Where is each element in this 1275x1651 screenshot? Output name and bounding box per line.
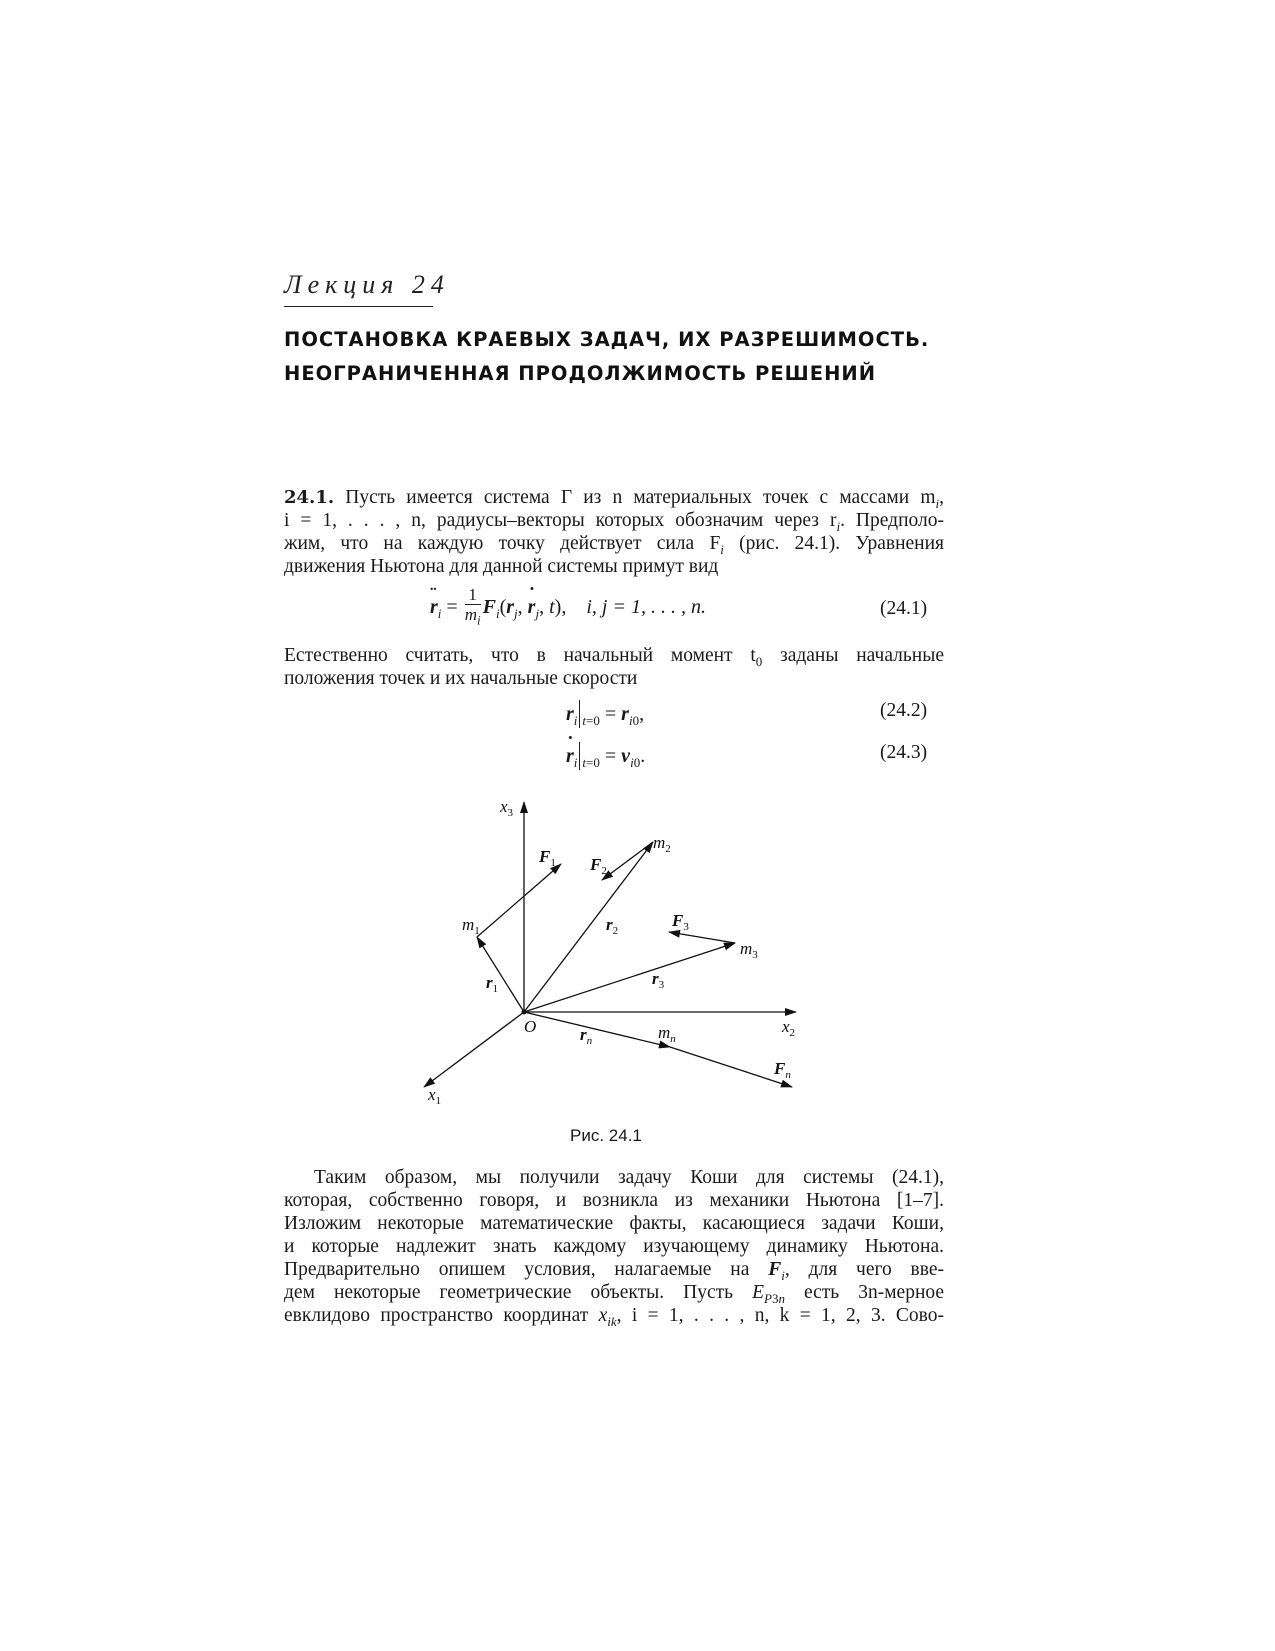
- chapter-title-line-2: НЕОГРАНИЧЕННАЯ ПРОДОЛЖИМОСТЬ РЕШЕНИЙ: [284, 362, 877, 385]
- chapter-title: [284, 323, 984, 391]
- vector-r2: [524, 842, 653, 1012]
- vector-r1: [477, 937, 524, 1012]
- equation-24-1: r $¨_i$ = $\frac{1}{m_i}$ $F_i(r_j$, r $˙_j$, t), i, j = 1, . . . , n.: [430, 586, 706, 630]
- para1-line-3-tail: (рис. 24.1). Уравнения: [739, 533, 945, 554]
- body-line-5b: , для чего вве-: [784, 1259, 945, 1280]
- lecture-underline: [284, 306, 433, 307]
- equation-24-2: $r_i$ $_{t=0} = r_{i0}$,: [566, 700, 644, 729]
- label-m3: $m_3$: [740, 939, 758, 961]
- para1-line-1: Пусть имеется система Γ из n материальных точек с массами m: [345, 487, 936, 508]
- body-line-6a: дем некоторые геометрические объекты. Пусть: [284, 1282, 734, 1303]
- section-paragraph-1: 24.1. Пусть имеется система Γ из n материальных точек с массами $m_i$, i = 1, . . . , n, радиусы–векторы которых обозначим через $r_i$. Предполо- жим, что на каждую точку действует сила $F_i$ (рис. 24.1). Уравнения движения Ньютона для данной системы примут вид: [284, 487, 945, 577]
- label-r2: $r_2$: [606, 915, 619, 937]
- equation-24-1-number: (24.1): [880, 598, 928, 619]
- para2-line-1-tail: заданы начальные: [780, 645, 944, 666]
- axis-x1: [424, 1012, 524, 1087]
- body-line-2: которая, собственно говоря, и возникла из механики Ньютона [1–7].: [284, 1190, 944, 1211]
- origin-point: [522, 1010, 527, 1015]
- section-number: 24.1.: [284, 487, 335, 508]
- label-m2: $m_2$: [653, 833, 671, 855]
- equation-24-3-number: (24.3): [880, 742, 928, 763]
- label-x2: $x_2$: [782, 1017, 796, 1039]
- para2-line-1: Естественно считать, что в начальный момент t: [284, 645, 756, 666]
- vector-F1: [477, 864, 561, 937]
- label-m1: $m_1$: [462, 915, 480, 937]
- para1-line-3: жим, что на каждую точку действует сила F: [284, 533, 721, 554]
- label-rn: $r_n$: [580, 1025, 593, 1047]
- section-paragraph-2: Естественно считать, что в начальный момент $t_0$ заданы начальные положения точек и их начальные скорости: [284, 645, 944, 689]
- para1-line-2-tail: . Предполо-: [840, 510, 944, 531]
- equation-24-1-range: i, j = 1, . . . , n.: [586, 595, 706, 618]
- vector-F2: [602, 842, 653, 880]
- label-r3: $r_3$: [652, 969, 665, 991]
- equation-24-3: r $˙_i$ $_{t=0} = v_{i0}$.: [566, 742, 645, 771]
- vector-rn: [524, 1012, 670, 1047]
- label-F2: $F_2$: [590, 855, 607, 877]
- body-line-5a: Предварительно опишем условия, налагаемые на: [284, 1259, 750, 1280]
- vector-r3: [524, 943, 735, 1012]
- figure-caption: Рис. 24.1: [570, 1126, 642, 1145]
- figure-24-1: [400, 790, 820, 1110]
- body-line-3: Изложим некоторые математические факты, касающиеся задачи Коши,: [284, 1213, 944, 1234]
- body-line-7b: i = 1, . . . , n, k = 1, 2, 3. Сово-: [631, 1305, 944, 1326]
- label-Fn: $F_n$: [774, 1059, 791, 1081]
- body-line-6b: есть 3n-мерное: [803, 1282, 945, 1303]
- vector-F3: [669, 932, 735, 943]
- label-r1: $r_1$: [486, 973, 499, 995]
- equation-24-2-number: (24.2): [880, 700, 928, 721]
- body-line-7a: евклидово пространство координат: [284, 1305, 589, 1326]
- label-F1: $F_1$: [539, 847, 556, 869]
- para1-line-2: i = 1, . . . , n, радиусы–векторы которых обозначим через r: [284, 510, 837, 531]
- chapter-title-line-1: ПОСТАНОВКА КРАЕВЫХ ЗАДАЧ, ИХ РАЗРЕШИМОСТЬ.: [284, 328, 930, 351]
- label-F3: $F_3$: [672, 911, 689, 933]
- body-line-4: и которые надлежит знать каждому изучающему динамику Ньютона.: [284, 1236, 944, 1257]
- body-line-1: Таким образом, мы получили задачу Коши для системы (24.1),: [314, 1167, 944, 1188]
- label-x1: $x_1$: [428, 1085, 442, 1107]
- body-paragraph: Таким образом, мы получили задачу Коши для системы (24.1), которая, собственно говоря, и возникла из механики Ньютона [1–7]. Изложим некоторые математические факты, касающиеся задачи Коши, и которые надлежит знать каждому изучающему динамику Ньютона. Предварительно опишем условия, налагаемые на $F_i$, для чего вве- дем некоторые геометрические объекты. Пусть $E_{P3n}$ есть 3n-мерное евклидово пространство координат $x_{ik}$, i = 1, . . . , n, k = 1, 2, 3. Сово-: [284, 1167, 945, 1329]
- para2-line-2: положения точек и их начальные скорости: [284, 668, 638, 689]
- lecture-label: Лекция 24: [284, 270, 450, 299]
- label-mn: $m_n$: [658, 1023, 676, 1045]
- label-origin: O: [524, 1017, 537, 1036]
- label-x3: $x_3$: [500, 797, 514, 819]
- para1-line-4: движения Ньютона для данной системы примут вид: [284, 556, 719, 577]
